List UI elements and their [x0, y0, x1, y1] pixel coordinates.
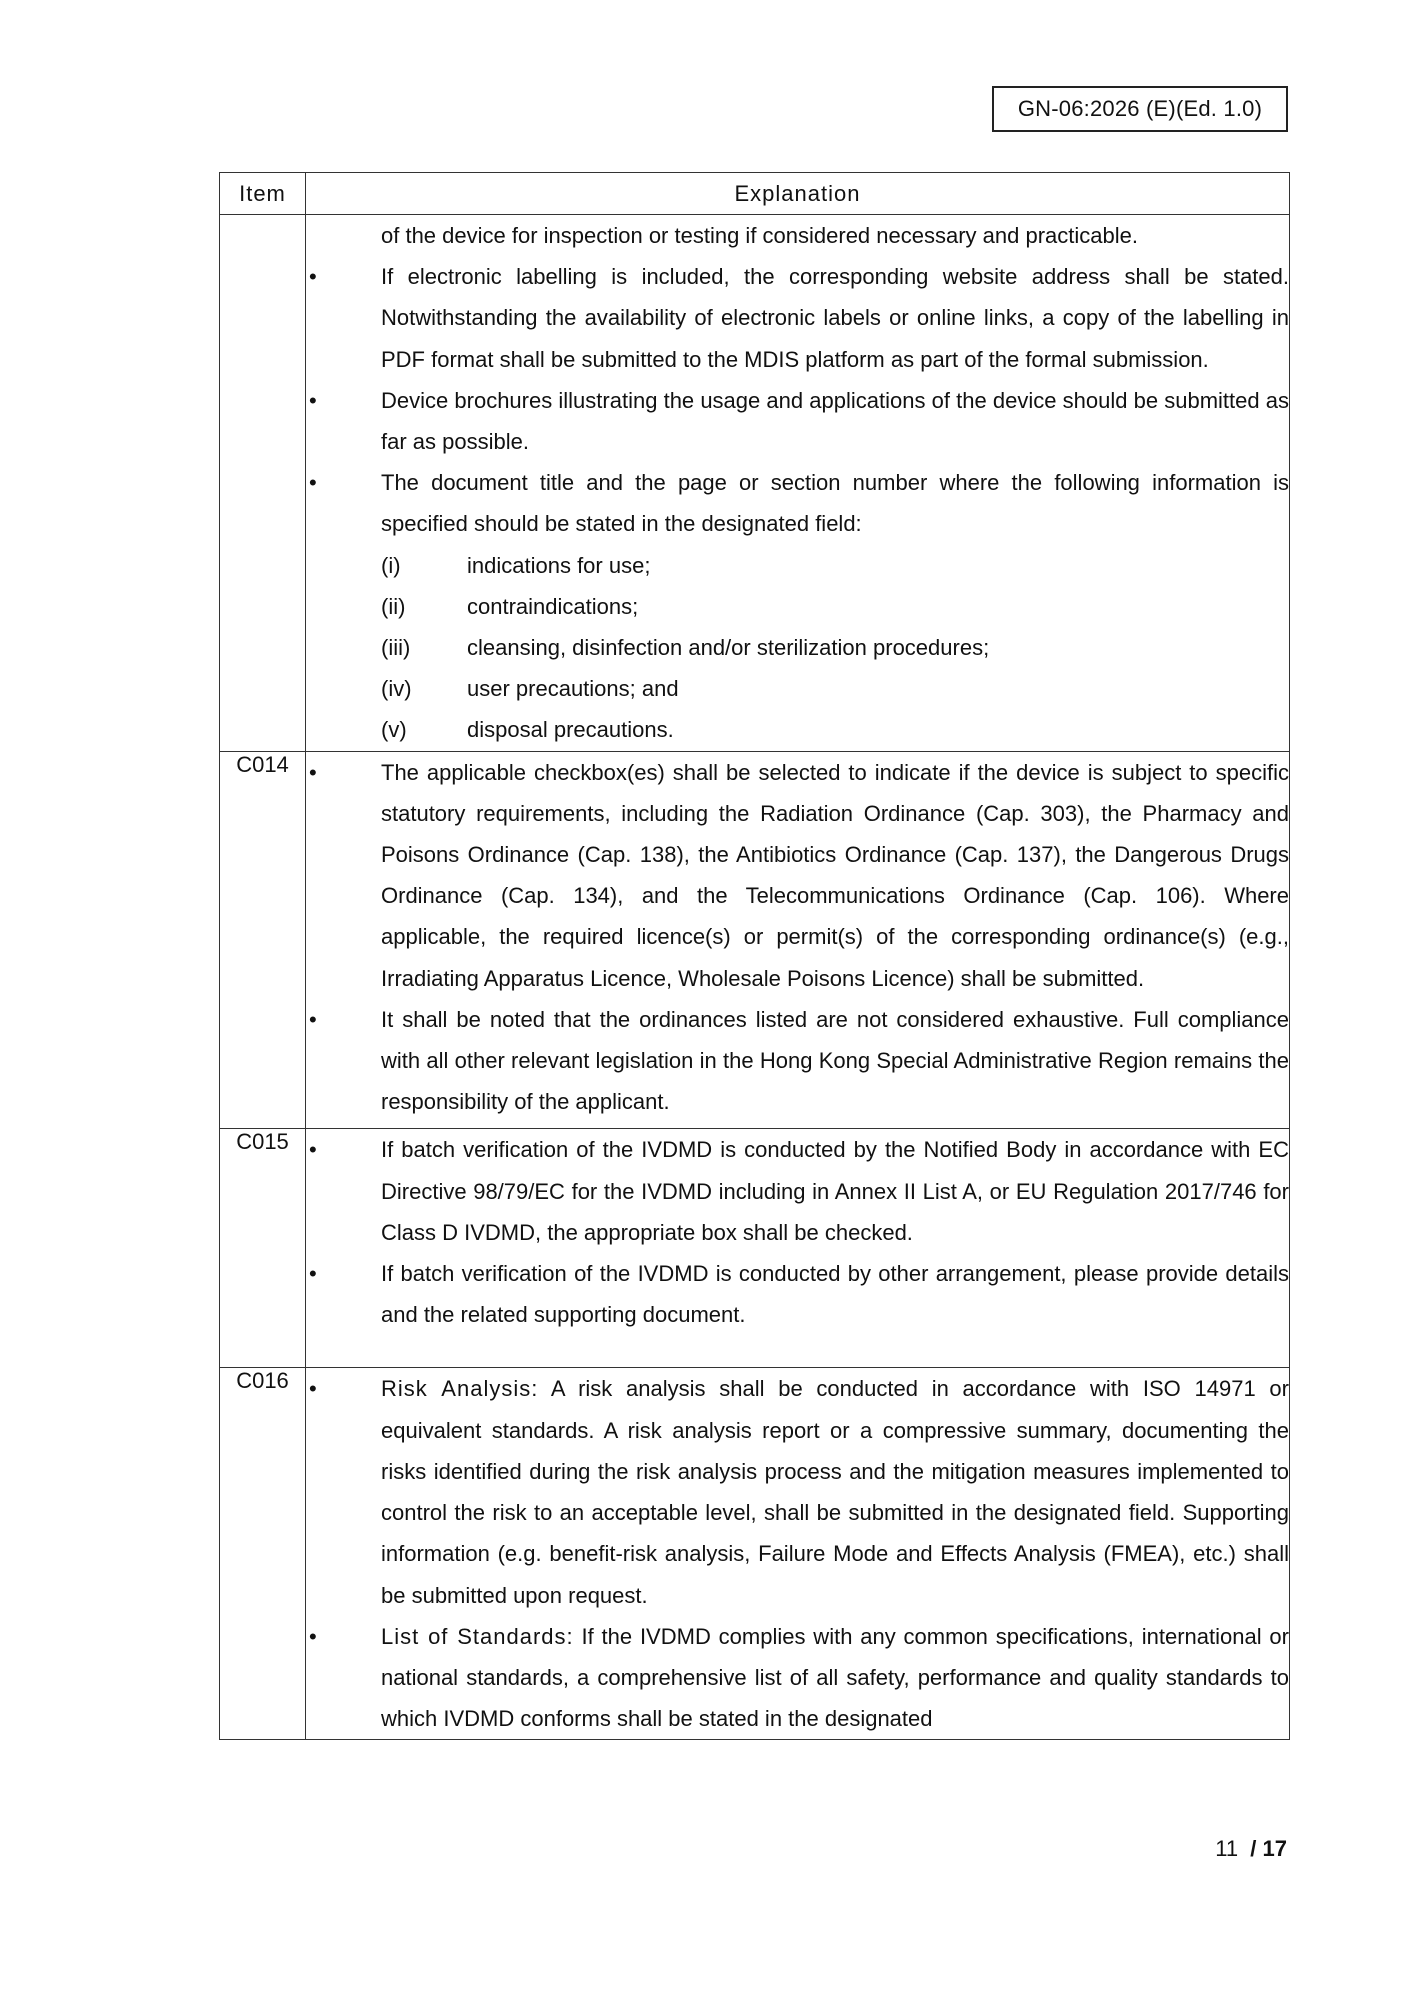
sub-item-text: disposal precautions.	[467, 717, 674, 743]
bullet-icon: •	[309, 1623, 317, 1649]
item-cell: C014	[220, 751, 306, 1129]
sub-list-item	[306, 545, 1289, 586]
list-item	[306, 1129, 1289, 1253]
bullet-text	[381, 1616, 1289, 1740]
bullet-text: If electronic labelling is included, the corresponding website address shall be stated. Notwithstanding the availability of electronic labels or online links, a copy of the labelling in PDF format shall be submitted to the MDIS platform as part of the formal submission.	[381, 264, 1289, 372]
continuation-text: of the device for inspection or testing if considered necessary and practicable.	[381, 223, 1138, 248]
bullet-icon: •	[309, 264, 317, 290]
explanation-cell	[306, 1368, 1290, 1740]
list-item	[306, 752, 1289, 999]
bullet-text: The applicable checkbox(es) shall be selected to indicate if the device is subject to specific statutory requirements, including the Radiation Ordinance (Cap. 303), the Pharmacy and Poisons Ordinance (Cap. 138), the Antibiotics Ordinance (Cap. 137), the Dangerous Drugs Ordinance (Cap. 134), and the Telecommunications Ordinance (Cap. 106). Where applicable, the required licence(s) or permit(s) of the corresponding ordinance(s) (e.g., Irradiating Apparatus Licence, Wholesale Poisons Licence) shall be submitted.	[381, 759, 1289, 991]
risk-analysis-label: Risk Analysis:	[381, 1376, 539, 1402]
explanation-cell	[306, 751, 1290, 1129]
explanation-cell	[306, 215, 1290, 752]
sub-item-number: (v)	[381, 717, 407, 743]
bullet-text: If batch verification of the IVDMD is conducted by the Notified Body in accordance with EC Directive 98/79/EC for the IVDMD including in Annex II List A, or EU Regulation 2017/746 for Class D IVDMD, the appropriate box shall be checked.	[381, 1137, 1289, 1245]
item-cell: C016	[220, 1368, 306, 1740]
item-cell: C015	[220, 1129, 306, 1368]
bullet-icon: •	[309, 1376, 317, 1402]
list-item	[306, 999, 1289, 1129]
risk-analysis-text: A risk analysis shall be conducted in accordance with ISO 14971 or equivalent standards. A risk analysis report or a compressive summary, documenting the risks identified during the risk analysis process and the mitigation measures implemented to control the risk to an acceptable level, shall be submitted in the designated field. Supporting information (e.g. benefit-risk analysis, Failure Mode and Effects Analysis (FMEA), etc.) shall be submitted upon request.	[381, 1376, 1289, 1608]
column-header-explanation: Explanation	[306, 173, 1290, 215]
sub-item-number: (ii)	[381, 593, 406, 619]
list-item	[306, 462, 1289, 544]
bullet-icon: •	[309, 1261, 317, 1287]
table-row	[220, 1368, 1290, 1740]
list-item	[306, 1368, 1289, 1615]
bullet-icon: •	[309, 759, 317, 785]
table-row	[220, 215, 1290, 752]
bullet-text	[381, 1368, 1289, 1615]
bullet-icon: •	[309, 387, 317, 413]
list-item	[306, 256, 1289, 380]
list-item	[306, 1253, 1289, 1335]
sub-item-text: contraindications;	[467, 593, 639, 619]
table-row	[220, 1129, 1290, 1368]
list-item	[306, 380, 1289, 462]
document-reference: GN-06:2026 (E)(Ed. 1.0)	[992, 86, 1288, 132]
total-pages: / 17	[1250, 1836, 1287, 1861]
sub-list-item	[306, 668, 1289, 709]
current-page: 11	[1215, 1836, 1239, 1861]
sub-item-number: (i)	[381, 552, 401, 578]
sub-list-item	[306, 709, 1289, 750]
bullet-text: If batch verification of the IVDMD is conducted by other arrangement, please provide details and the related supporting document.	[381, 1261, 1289, 1328]
bullet-text: The document title and the page or section number where the following information is specified should be stated in the designated field:	[381, 470, 1289, 537]
bullet-text: It shall be noted that the ordinances listed are not considered exhaustive. Full compliance with all other relevant legislation in the Hong Kong Special Administrative Region remains the responsibility of the applicant.	[381, 1006, 1289, 1115]
sub-item-number: (iii)	[381, 635, 411, 661]
sub-item-number: (iv)	[381, 676, 412, 702]
item-cell	[220, 215, 306, 752]
sub-item-text: indications for use;	[467, 552, 651, 578]
list-of-standards-text: If the IVDMD complies with any common specifications, international or national standards, a comprehensive list of all safety, performance and quality standards to which IVDMD conforms shall be stated in the designated	[381, 1623, 1289, 1732]
list-of-standards-label: List of Standards:	[381, 1623, 574, 1649]
sub-item-text: cleansing, disinfection and/or sterilization procedures;	[467, 635, 990, 661]
sub-list-item	[306, 586, 1289, 627]
page-number	[1215, 1836, 1287, 1862]
table-row	[220, 751, 1290, 1129]
bullet-icon: •	[309, 1006, 317, 1032]
list-item	[306, 1616, 1289, 1740]
sub-item-text: user precautions; and	[467, 676, 679, 702]
table-header-row	[220, 173, 1290, 215]
bullet-icon: •	[309, 1137, 317, 1163]
explanation-table	[219, 172, 1290, 1740]
sub-list-item	[306, 627, 1289, 668]
explanation-cell	[306, 1129, 1290, 1368]
bullet-text: Device brochures illustrating the usage and applications of the device should be submitted as far as possible.	[381, 387, 1289, 455]
column-header-item: Item	[220, 173, 306, 215]
bullet-icon: •	[309, 470, 317, 496]
